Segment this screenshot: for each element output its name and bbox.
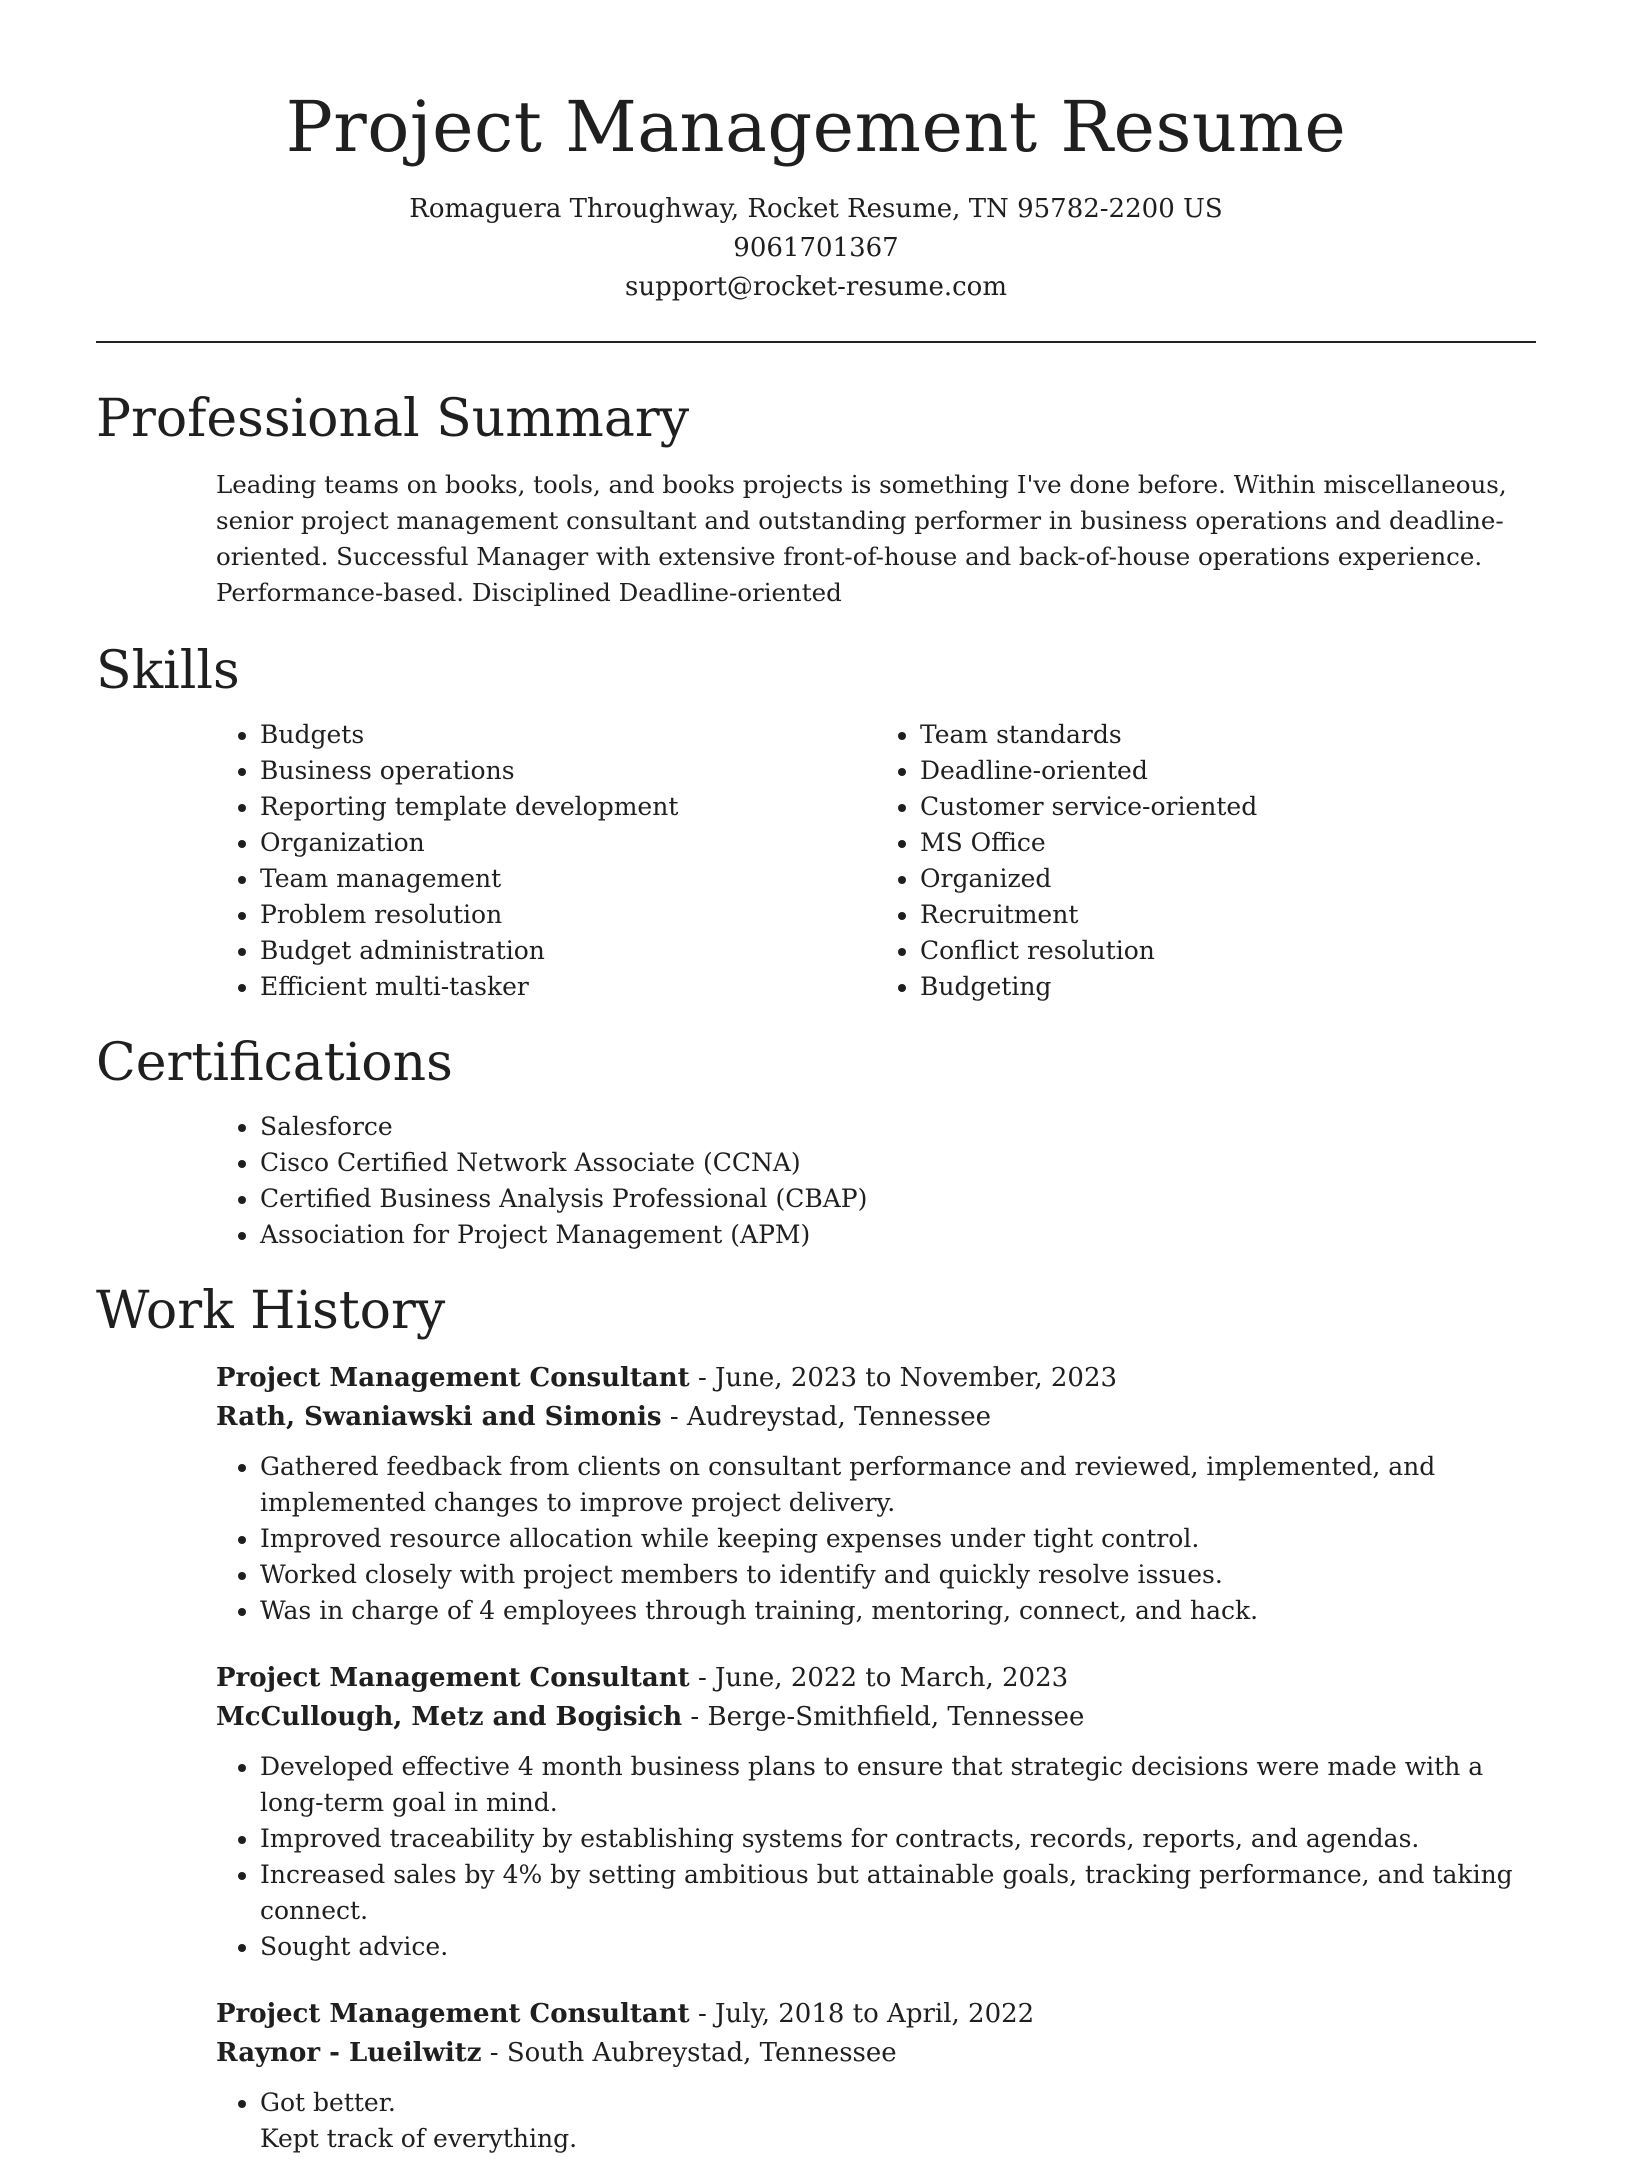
job-location: - Audreystad, Tennessee [661, 1402, 992, 1432]
skill-item: • Team standards [920, 717, 1536, 753]
certification-item: • Cisco Certified Network Associate (CCNA) [260, 1145, 1536, 1181]
skill-item: • Problem resolution [260, 897, 876, 933]
skill-item: • Organized [920, 861, 1536, 897]
job-bullets [216, 2085, 1536, 2169]
job-bullet: • Worked closely with project members to identify and quickly resolve issues. [260, 1557, 1536, 1593]
job-bullet: • Improved traceability by establishing systems for contracts, records, reports, and agendas. [260, 1821, 1536, 1857]
skill-item: • Recruitment [920, 897, 1536, 933]
job-title-line [216, 1359, 1536, 1398]
summary-section [96, 387, 1536, 611]
skill-item: • Organization [260, 825, 876, 861]
job-bullets [216, 1449, 1536, 1629]
job-title: Project Management Consultant [216, 1999, 690, 2029]
job-entry [216, 1359, 1536, 1629]
skill-item: • Customer service-oriented [920, 789, 1536, 825]
job-entry [216, 1659, 1536, 1965]
job-bullet: • Was in charge of 4 employees through training, mentoring, connect, and hack. [260, 1593, 1536, 1629]
skill-item: • Deadline-oriented [920, 753, 1536, 789]
skill-item: • Budgets [260, 717, 876, 753]
certifications-list [216, 1109, 1536, 1253]
skill-item: • Efficient multi-tasker [260, 969, 876, 1005]
summary-text: Leading teams on books, tools, and books projects is something I've done before. Within miscellaneous, senior project management consultant and outstanding performer in business operations and deadline-oriented. Successful Manager with extensive front-of-house and back-of-house operations experience. Performance-based. Disciplined Deadline-oriented [216, 470, 1507, 607]
certifications-heading: Certifications [96, 1033, 453, 1093]
job-dates: - July, 2018 to April, 2022 [689, 1999, 1035, 2029]
skill-item: • Reporting template development [260, 789, 876, 825]
job-title-line [216, 1659, 1536, 1698]
skill-item: • Team management [260, 861, 876, 897]
skill-item: • Budgeting [920, 969, 1536, 1005]
job-bullets [216, 1749, 1536, 1965]
company-name: Rath, Swaniawski and Simonis [216, 1402, 662, 1432]
job-dates: - June, 2023 to November, 2023 [689, 1363, 1118, 1393]
certification-item: • Certified Business Analysis Professional (CBAP) [260, 1181, 1536, 1217]
certification-item: • Association for Project Management (APM) [260, 1217, 1536, 1253]
job-bullet: • Kept track of everything. [260, 2121, 1536, 2169]
job-bullet: • Sought advice. [260, 1929, 1536, 1965]
job-title: Project Management Consultant [216, 1663, 690, 1693]
skills-section [96, 639, 1536, 1005]
company-name: Raynor - Lueilwitz [216, 2038, 482, 2068]
certifications-section [96, 1031, 1536, 1253]
skills-columns [216, 717, 1536, 1005]
company-name: McCullough, Metz and Bogisich [216, 1702, 683, 1732]
skills-list-left [216, 717, 876, 1005]
job-dates: - June, 2022 to March, 2023 [689, 1663, 1069, 1693]
resume-title: Project Management Resume [285, 86, 1347, 168]
skill-item: • Budget administration [260, 933, 876, 969]
job-company-line [216, 2034, 1536, 2073]
job-location: - Berge-Smithfield, Tennessee [682, 1702, 1085, 1732]
job-bullet: • Got better. [260, 2085, 1536, 2121]
job-company-line [216, 1398, 1536, 1437]
contact-email: support@rocket-resume.com [624, 272, 1007, 302]
work-history-section [96, 1279, 1536, 2169]
contact-address: Romaguera Throughway, Rocket Resume, TN 95782-2200 US [409, 194, 1223, 224]
job-location: - South Aubreystad, Tennessee [481, 2038, 897, 2068]
skills-list-right [876, 717, 1536, 1005]
job-bullet: • Increased sales by 4% by setting ambitious but attainable goals, tracking performance, and taking connect. [260, 1857, 1536, 1929]
job-bullet: • Gathered feedback from clients on consultant performance and reviewed, implemented, and implemented changes to improve project delivery. [260, 1449, 1536, 1521]
skill-item: • MS Office [920, 825, 1536, 861]
job-title: Project Management Consultant [216, 1363, 690, 1393]
contact-block [96, 190, 1536, 307]
contact-phone: 9061701367 [733, 233, 899, 263]
header-divider [96, 341, 1536, 343]
skill-item: • Conflict resolution [920, 933, 1536, 969]
summary-heading: Professional Summary [96, 389, 690, 449]
job-title-line [216, 1995, 1536, 2034]
certification-item: • Salesforce [260, 1109, 1536, 1145]
skill-item: • Business operations [260, 753, 876, 789]
job-bullet: • Improved resource allocation while keeping expenses under tight control. [260, 1521, 1536, 1557]
job-bullet: • Developed effective 4 month business plans to ensure that strategic decisions were made with a long-term goal in mind. [260, 1749, 1536, 1821]
work-history-heading: Work History [96, 1281, 446, 1341]
job-company-line [216, 1698, 1536, 1737]
resume-header [96, 0, 1536, 307]
skills-heading: Skills [96, 641, 240, 701]
job-entry [216, 1995, 1536, 2169]
